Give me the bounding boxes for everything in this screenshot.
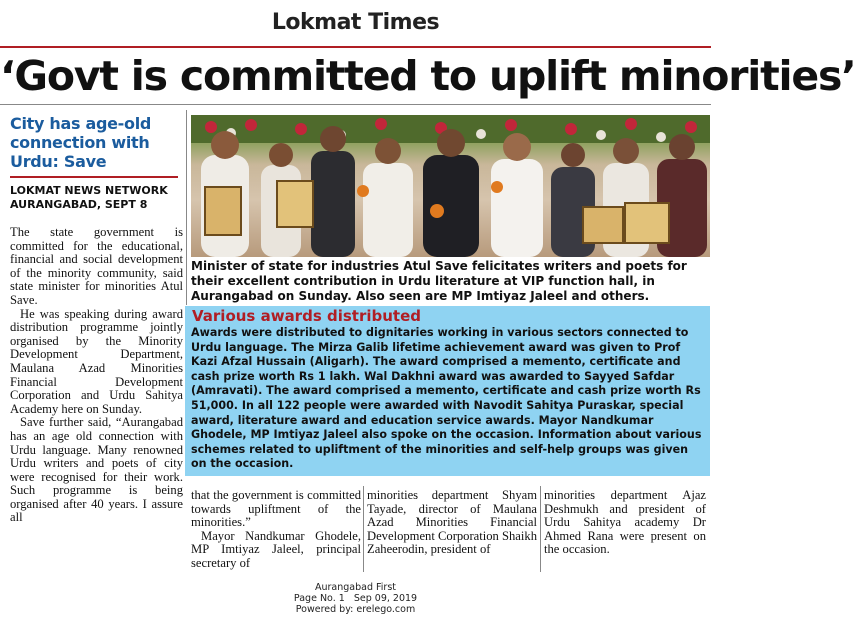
paragraph: He was speaking during award distribution programme jointly organised by the Minority Development Department, Maulana Azad Minorities Financial Development Corporation and Urdu Sahitya Academy here on Sunday.	[10, 306, 183, 416]
paragraph: minorities department Shyam Tayade, director of Maulana Azad Minorities Financial Development Corporation Shaikh Zaheerodin, president of	[367, 488, 537, 557]
paragraph: The state government is committed for the educational, financial and social development of the minority community, said state minister for minorities Atul Save.	[10, 225, 183, 307]
headline: ‘Govt is committed to uplift minorities’	[0, 52, 856, 100]
article-column-1	[10, 226, 183, 525]
article-column-3	[367, 489, 537, 557]
paragraph: that the government is committed towards upliftment of the minorities.”	[191, 488, 361, 530]
column-divider	[540, 486, 541, 572]
photo-caption: Minister of state for industries Atul Save felicitates writers and poets for their excellent contribution in Urdu literature at VIP function hall, in Aurangabad on Sunday. Also seen are MP Imtiyaz Jaleel and others.	[191, 259, 687, 303]
sidebar-box-text: Awards were distributed to dignitaries working in various sectors connected to Urdu language. The Mirza Galib lifetime achievement award was given to Prof Kazi Afzal Hussain (Aligarh). The award comprised a memento, certificate and cash prize worth Rs 1 lakh. Wal Dakhni award was awarded to Sayyed Safdar (Amravati). The award comprised a memento, certificate and cash prize worth Rs 51,000. In all 122 people were awarded with Navodit Sahitya Puraskar, special award, literature award and education service awards. Mayor Nandkumar Ghodele, MP Imtiyaz Jaleel also spoke on the occasion. Information about various schemes related to upliftment of the minorities and self-help groups was given on the occasion.	[191, 326, 702, 471]
article-column-4	[544, 489, 706, 557]
column-divider	[363, 486, 364, 572]
masthead-rule	[0, 46, 711, 48]
ceremony-photo	[191, 115, 710, 257]
paragraph: minorities department Ajaz Deshmukh and president of Urdu Sahitya academy Dr Ahmed Rana were present on the occasion.	[544, 488, 706, 557]
byline-agency: LOKMAT NEWS NETWORK	[10, 184, 168, 197]
newspaper-name: Lokmat Times	[271, 10, 440, 35]
footer-page-line	[0, 593, 711, 604]
sidebar-box-title: Various awards distributed	[192, 307, 421, 325]
subhead: City has age-old connection with Urdu: Save	[10, 114, 152, 171]
footer-page: Page No. 1	[293, 593, 345, 604]
footer-powered: Powered by: erelego.com	[295, 604, 416, 615]
byline-dateline: AURANGABAD, SEPT 8	[10, 198, 148, 211]
column-divider	[186, 110, 187, 305]
byline	[10, 184, 185, 212]
footer-edition: Aurangabad First	[314, 582, 396, 593]
headline-rule	[0, 104, 711, 105]
paragraph: Mayor Nandkumar Ghodele, MP Imtiyaz Jaleel, principal secretary of	[191, 528, 361, 570]
masthead	[0, 0, 711, 50]
ceremony-photo-image	[191, 115, 710, 257]
paragraph: Save further said, “Aurangabad has an age old connection with Urdu language. Many renowned Urdu writers and poets of city were recognised for their work. Such programme is being organised after 40 years. I assure all	[10, 415, 183, 525]
subhead-rule	[10, 176, 178, 178]
article-column-2	[191, 489, 361, 571]
footer-date: Sep 09, 2019	[353, 593, 418, 604]
page-footer	[0, 582, 711, 615]
